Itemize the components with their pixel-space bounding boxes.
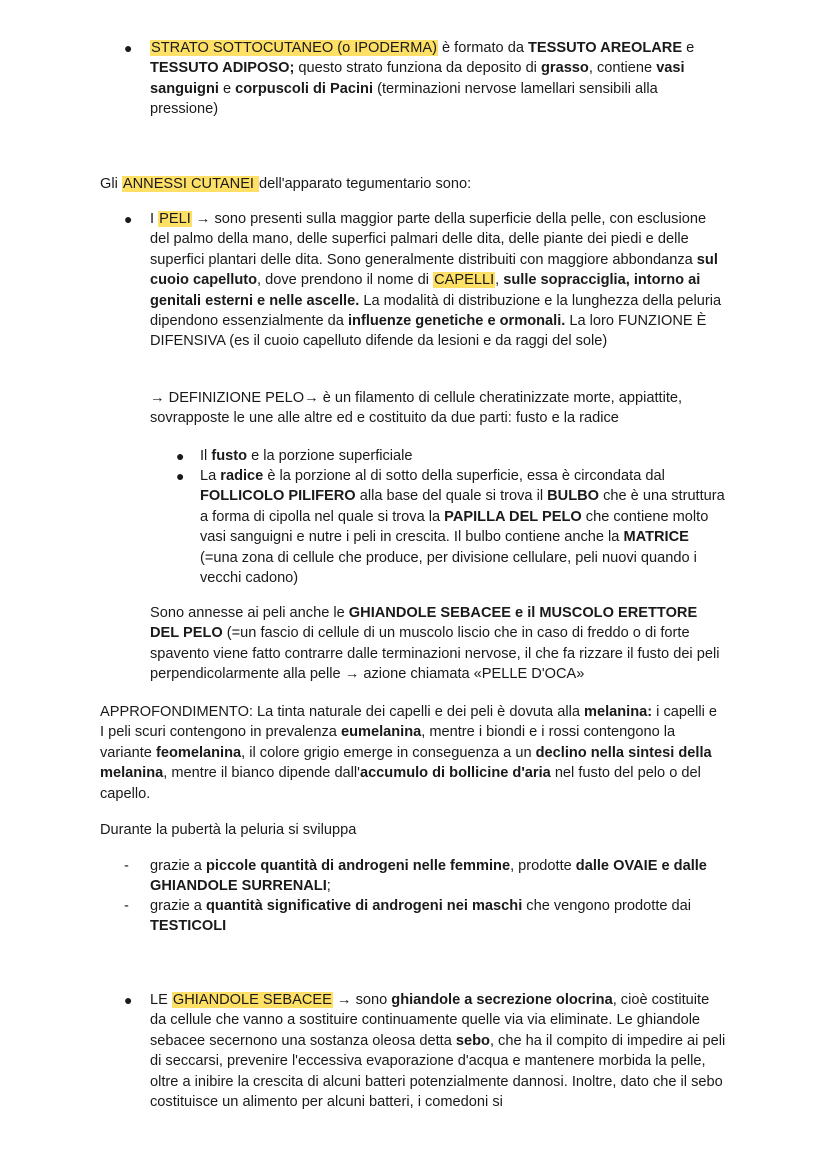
highlighted-term: PELI — [159, 211, 191, 227]
highlighted-term: CAPELLI — [434, 272, 495, 289]
bullet-dot: ● — [124, 211, 133, 227]
highlighted-term: GHIANDOLE SEBACEE — [172, 992, 332, 1008]
bullet-dot: ● — [124, 40, 133, 56]
fusto-item: Il fusto e la porzione superficiale — [200, 448, 413, 464]
bullet-dot: ● — [176, 448, 185, 464]
approfondimento-paragraph: APPROFONDIMENTO: La tinta naturale dei capelli e dei peli è dovuta alla melanina: i capelli e I peli scuri contengono in prevalenza eumelanina, mentre i biondi e i rossi contengono la variante feomelanina, il colore grigio emerge in conseguenza a un declino nella sintesi della melanina, mentre il bianco dipende dall'accumulo di bollicine d'aria nel fusto del pelo o del capello. — [100, 704, 718, 802]
androgeni-maschi-item: grazie a quantità significative di androgeni nei maschi che vengono prodotte dai TESTICOLI — [150, 898, 692, 935]
annesse-paragraph: Sono annesse ai peli anche le GHIANDOLE SEBACEE e il MUSCOLO ERETTORE DEL PELO (=un fascio di cellule di un muscolo liscio che in caso di freddo o di forte spavento viene fatto contrarre dalle terminazioni nervose, il che fa rizzare il fusto dei peli perpendicolarmente alla pelle → azione chiamata «PELLE D'OCA» — [150, 605, 720, 683]
annessi-intro: Gli ANNESSI CUTANEI dell'apparato tegumentario sono: — [100, 176, 472, 192]
puberta-intro: Durante la pubertà la peluria si sviluppa — [100, 822, 357, 838]
dash-mark: - — [124, 898, 129, 914]
sebacee-paragraph: LE GHIANDOLE SEBACEE → sono ghiandole a secrezione olocrina, cioè costituite da cellule che vanno a sostituire continuamente quelle via via eliminate. Le ghiandole sebacee secernono una sostanza oleosa detta sebo, che ha il compito di impedire ai peli di seccarsi, prevenire l'eccessiva evaporazione d'acqua e mantenere morbida la pelle, oltre a inibire la crescita di alcuni batteri potenzialmente dannosi. Inoltre, dato che il sebo costituisce un alimento per alcuni batteri, i comedoni si — [150, 992, 726, 1111]
dash-mark: - — [124, 858, 129, 874]
highlighted-term: ANNESSI CUTANEI — [122, 176, 259, 192]
peli-paragraph: I PELI → sono presenti sulla maggior parte della superficie della pelle, con esclusione del palmo della mano, delle superfici palmari delle dita, delle piante dei piedi e delle superfici plantari delle dita. Sono generalmente distribuiti con maggiore abbondanza sul cuoio capelluto, dove prendono il nome di CAPELLI, sulle sopracciglia, intorno ai genitali esterni e nelle ascelle. La modalità di distribuzione e la lunghezza della peluria dipendono essenzialmente da influenze genetiche e ormonali. La loro FUNZIONE È DIFENSIVA (es il cuoio capelluto difende da lesioni e da raggi del sole) — [150, 211, 722, 350]
strato-paragraph: STRATO SOTTOCUTANEO (o IPODERMA) è formato da TESSUTO AREOLARE e TESSUTO ADIPOSO; questo strato funziona da deposito di grasso, contiene vasi sanguigni e corpuscoli di Pacini (terminazioni nervose lamellari sensibili alla pressione) — [150, 40, 695, 118]
bullet-dot: ● — [176, 468, 185, 484]
radice-item: La radice è la porzione al di sotto della superficie, essa è circondata dal FOLLICOLO PILIFERO alla base del quale si trova il BULBO che è una struttura a forma di cipolla nel quale si trova la PAPILLA DEL PELO che contiene molto vasi sanguigni e nutre i peli in crescita. Il bulbo contiene anche la MATRICE (=una zona di cellule che produce, per divisione cellulare, peli nuovi quando i vecchi cadono) — [200, 468, 725, 587]
highlighted-term: STRATO SOTTOCUTANEO (o IPODERMA) — [151, 40, 437, 56]
definizione-pelo: → DEFINIZIONE PELO→ è un filamento di cellule cheratinizzate morte, appiattite, sovrapposte le une alle altre ed e costituito da due parti: fusto e la radice — [150, 390, 683, 427]
bullet-dot: ● — [124, 992, 133, 1008]
androgeni-femmine-item: grazie a piccole quantità di androgeni nelle femmine, prodotte dalle OVAIE e dalle GHIANDOLE SURRENALI; — [150, 858, 707, 895]
